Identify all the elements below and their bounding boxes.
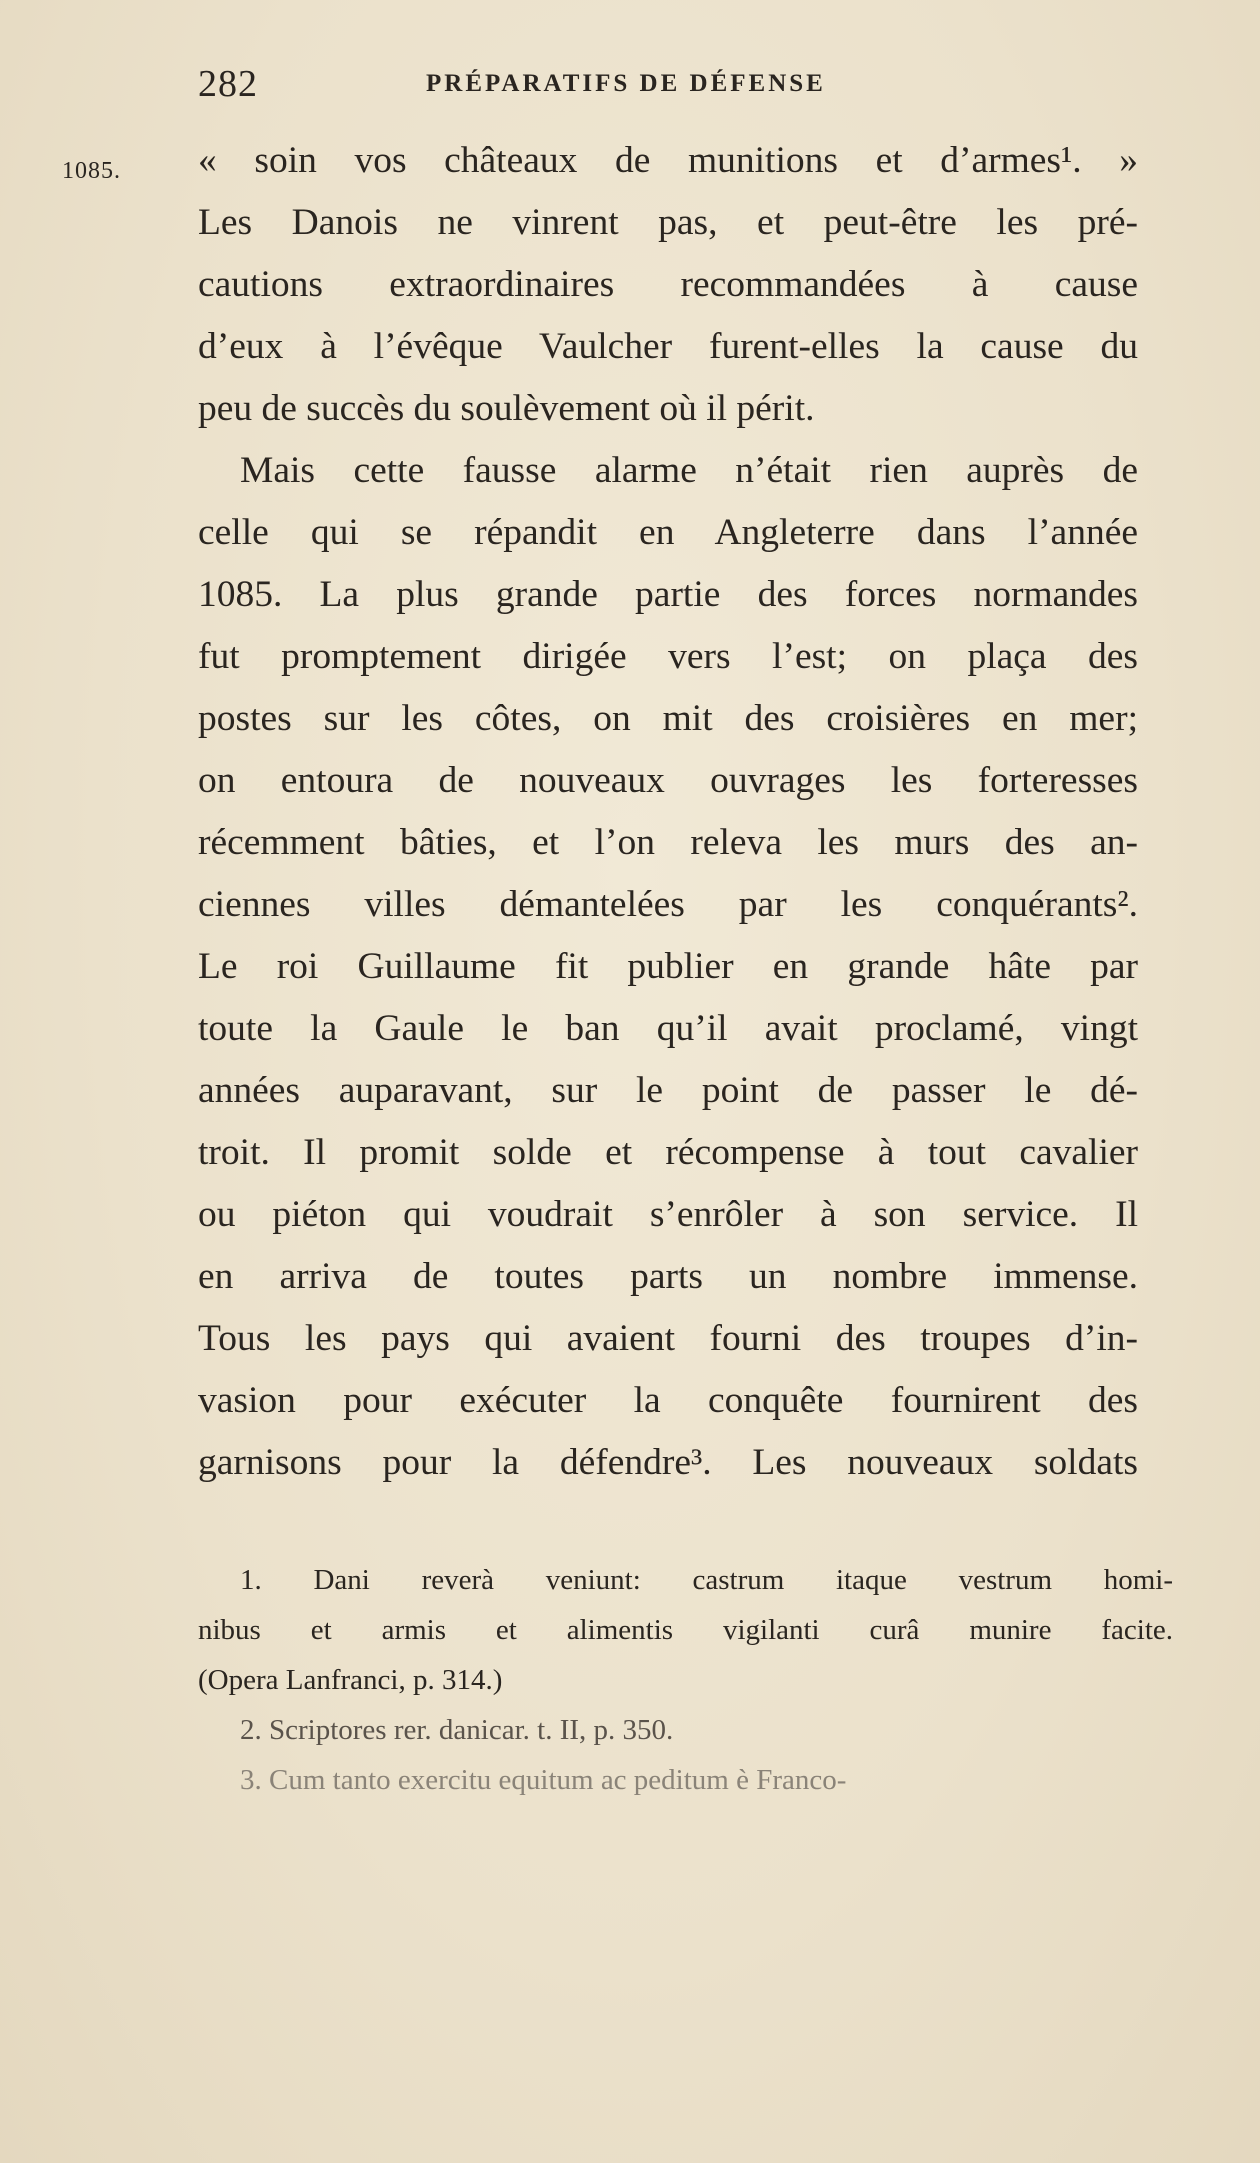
text-line: fut promptement dirigée vers l’est; on plaça des (198, 636, 1138, 677)
running-head: PRÉPARATIFS DE DÉFENSE (426, 70, 826, 97)
text-line: on entoura de nouveaux ouvrages les forteresses (198, 760, 1138, 801)
text-line: garnisons pour la défendre³. Les nouveaux soldats (198, 1442, 1138, 1483)
text-line: Les Danois ne vinrent pas, et peut-être les pré- (198, 202, 1138, 243)
text-line: 1085. La plus grande partie des forces normandes (198, 574, 1138, 615)
text-line: Tous les pays qui avaient fourni des troupes d’in- (198, 1318, 1138, 1359)
footnote-line: (Opera Lanfranci, p. 314.) (198, 1664, 503, 1696)
text-line: troit. Il promit solde et récompense à tout cavalier (198, 1132, 1138, 1173)
text-line: postes sur les côtes, on mit des croisières en mer; (198, 698, 1138, 739)
text-line: toute la Gaule le ban qu’il avait proclamé, vingt (198, 1008, 1138, 1049)
text-line: ciennes villes démantelées par les conquérants². (198, 884, 1138, 925)
text-line: celle qui se répandit en Angleterre dans l’année (198, 512, 1138, 553)
footnote-line: 2. Scriptores rer. danicar. t. II, p. 350. (240, 1714, 674, 1746)
margin-year-note: 1085. (62, 158, 121, 184)
footnote-line: 3. Cum tanto exercitu equitum ac peditum è Franco- (240, 1764, 847, 1796)
text-line: cautions extraordinaires recommandées à cause (198, 264, 1138, 305)
footnote-line: nibus et armis et alimentis vigilanti curâ munire facite. (198, 1614, 1173, 1646)
text-line: Le roi Guillaume fit publier en grande hâte par (198, 946, 1138, 987)
page-header (198, 62, 923, 112)
page-number: 282 (198, 63, 258, 105)
text-line: « soin vos châteaux de munitions et d’armes¹. » (198, 140, 1138, 181)
text-line: années auparavant, sur le point de passer le dé- (198, 1070, 1138, 1111)
text-line: en arriva de toutes parts un nombre immense. (198, 1256, 1138, 1297)
text-line: vasion pour exécuter la conquête fournirent des (198, 1380, 1138, 1421)
text-line: d’eux à l’évêque Vaulcher furent-elles la cause du (198, 326, 1138, 367)
text-line: peu de succès du soulèvement où il périt. (198, 388, 815, 429)
text-line: récemment bâties, et l’on releva les murs des an- (198, 822, 1138, 863)
footnote-line: 1. Dani reverà veniunt: castrum itaque vestrum homi- (240, 1564, 1173, 1596)
text-line: Mais cette fausse alarme n’était rien auprès de (240, 450, 1138, 491)
text-line: ou piéton qui voudrait s’enrôler à son service. Il (198, 1194, 1138, 1235)
